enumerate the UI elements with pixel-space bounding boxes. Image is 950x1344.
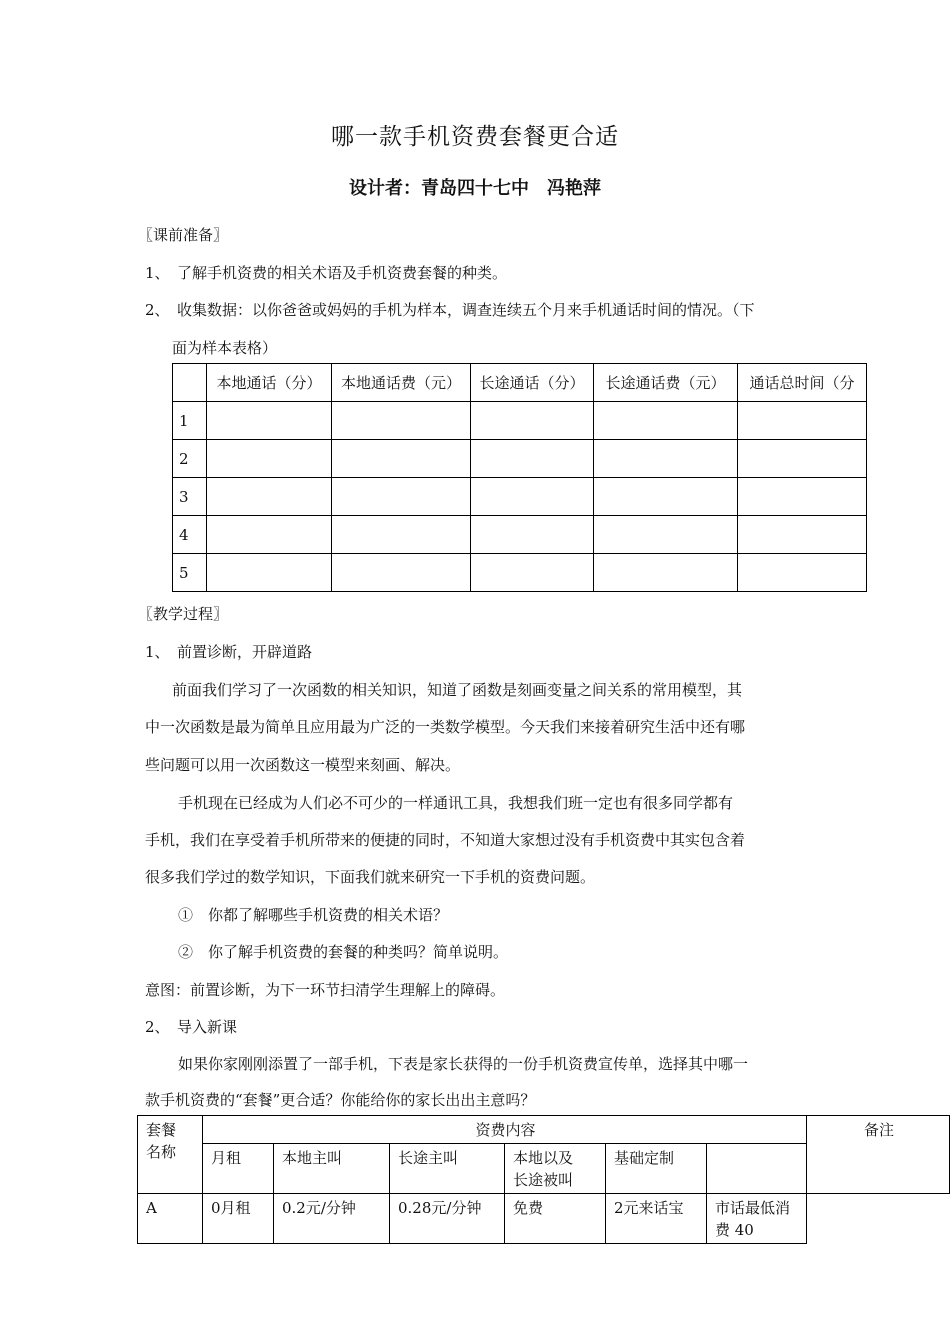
- table-cell: [471, 402, 594, 440]
- monthly-header: 月租: [203, 1144, 274, 1194]
- local-call-cell: 0.2元/分钟: [274, 1194, 390, 1244]
- row-index: 3: [173, 478, 207, 516]
- table-cell: [594, 402, 738, 440]
- row-index: 5: [173, 554, 207, 592]
- table-corner-cell: [173, 364, 207, 402]
- received-call-header-line-2: 长途被叫: [513, 1171, 574, 1189]
- table-row: [173, 516, 867, 554]
- table-cell: [471, 478, 594, 516]
- sample-table: [172, 363, 867, 592]
- paragraph-3-line-1: 如果你家刚刚添置了一部手机，下表是家长获得的一份手机资费宣传单，选择其中哪一: [178, 1055, 749, 1073]
- table-cell: [738, 478, 867, 516]
- paragraph-2-line-2: 手机，我们在享受着手机所带来的便捷的同时，不知道大家想过没有手机资费中其实包含着: [145, 831, 746, 849]
- table-cell: [332, 402, 471, 440]
- table-cell: [207, 516, 332, 554]
- author-line: 设计者：青岛四十七中 冯艳萍: [349, 178, 601, 199]
- plan-table: [137, 1115, 950, 1244]
- step-2-heading: 2、 导入新课: [145, 1018, 238, 1036]
- received-call-header: [505, 1144, 606, 1194]
- plan-name-header-line-2: 名称: [146, 1143, 177, 1161]
- table-row: [173, 440, 867, 478]
- base-package-header: 基础定制: [606, 1144, 707, 1194]
- table-cell: [207, 440, 332, 478]
- column-header: 本地通话费（元）: [332, 364, 471, 402]
- page-title: 哪一款手机资费套餐更合适: [331, 124, 619, 150]
- row-index: 1: [173, 402, 207, 440]
- table-row: [173, 554, 867, 592]
- paragraph-2-line-3: 很多我们学过的数学知识，下面我们就来研究一下手机的资费问题。: [145, 868, 596, 886]
- table-cell: [594, 478, 738, 516]
- table-header-row: [138, 1116, 950, 1144]
- local-call-header: 本地主叫: [274, 1144, 390, 1194]
- intent-line: 意图：前置诊断，为下一环节扫清学生理解上的障碍。: [145, 981, 506, 999]
- monthly-cell: 0月租: [203, 1194, 274, 1244]
- column-header: 长途通话（分）: [471, 364, 594, 402]
- paragraph-1-line-1: 前面我们学习了一次函数的相关知识，知道了函数是刻画变量之间关系的常用模型，其: [172, 681, 743, 699]
- table-cell: [594, 516, 738, 554]
- prep-item-2-line-2: 面为样本表格）: [172, 339, 278, 357]
- table-cell: [738, 516, 867, 554]
- table-cell: [594, 440, 738, 478]
- column-header: 长途通话费（元）: [594, 364, 738, 402]
- table-cell: [332, 516, 471, 554]
- note-header: 备注: [807, 1116, 950, 1194]
- table-cell: [738, 440, 867, 478]
- note-cell: 市话最低消费 40: [707, 1194, 807, 1244]
- table-cell: [207, 402, 332, 440]
- table-cell: [207, 554, 332, 592]
- plan-name-header-line-1: 套餐: [146, 1121, 177, 1139]
- prep-item-1: 1、 了解手机资费的相关术语及手机资费套餐的种类。: [145, 264, 508, 282]
- table-cell: [471, 516, 594, 554]
- received-call-cell: 免费: [505, 1194, 606, 1244]
- received-call-header-line-1: 本地以及: [513, 1149, 574, 1167]
- table-cell: [738, 554, 867, 592]
- plan-name-header: [138, 1116, 203, 1194]
- table-row: [173, 402, 867, 440]
- table-cell: [332, 478, 471, 516]
- table-row: [173, 478, 867, 516]
- long-call-header: 长途主叫: [390, 1144, 505, 1194]
- prep-item-2-line-1: 2、 收集数据：以你爸爸或妈妈的手机为样本，调查连续五个月来手机通话时间的情况。（下: [145, 301, 755, 319]
- row-index: 2: [173, 440, 207, 478]
- table-row: [138, 1194, 950, 1244]
- table-cell: [332, 554, 471, 592]
- step-1-heading: 1、 前置诊断，开辟道路: [145, 643, 313, 661]
- table-cell: [738, 402, 867, 440]
- table-header-row: [173, 364, 867, 402]
- paragraph-1-line-3: 些问题可以用一次函数这一模型来刻画、解决。: [145, 756, 461, 774]
- row-index: 4: [173, 516, 207, 554]
- paragraph-2-line-1: 手机现在已经成为人们必不可少的一样通讯工具，我想我们班一定也有很多同学都有: [178, 794, 734, 812]
- paragraph-3-line-2: 款手机资费的“套餐”更合适？你能给你的家长出出主意吗？: [145, 1091, 536, 1109]
- column-header: 通话总时间（分: [738, 364, 867, 402]
- table-cell: [471, 554, 594, 592]
- table-cell: [594, 554, 738, 592]
- long-call-cell: 0.28元/分钟: [390, 1194, 505, 1244]
- fee-content-header: 资费内容: [203, 1116, 807, 1144]
- question-2: ② 你了解手机资费的套餐的种类吗？简单说明。: [178, 943, 509, 961]
- table-cell: [207, 478, 332, 516]
- column-header: 本地通话（分）: [207, 364, 332, 402]
- base-package-cell: 2元来话宝: [606, 1194, 707, 1244]
- process-heading: 〖教学过程〗: [138, 605, 229, 623]
- paragraph-1-line-2: 中一次函数是最为简单且应用最为广泛的一类数学模型。今天我们来接着研究生活中还有哪: [145, 718, 746, 736]
- question-1: ① 你都了解哪些手机资费的相关术语？: [178, 906, 449, 924]
- table-cell: [471, 440, 594, 478]
- prep-heading: 〖课前准备〗: [138, 226, 229, 244]
- table-cell: [332, 440, 471, 478]
- plan-name-cell: A: [138, 1194, 203, 1244]
